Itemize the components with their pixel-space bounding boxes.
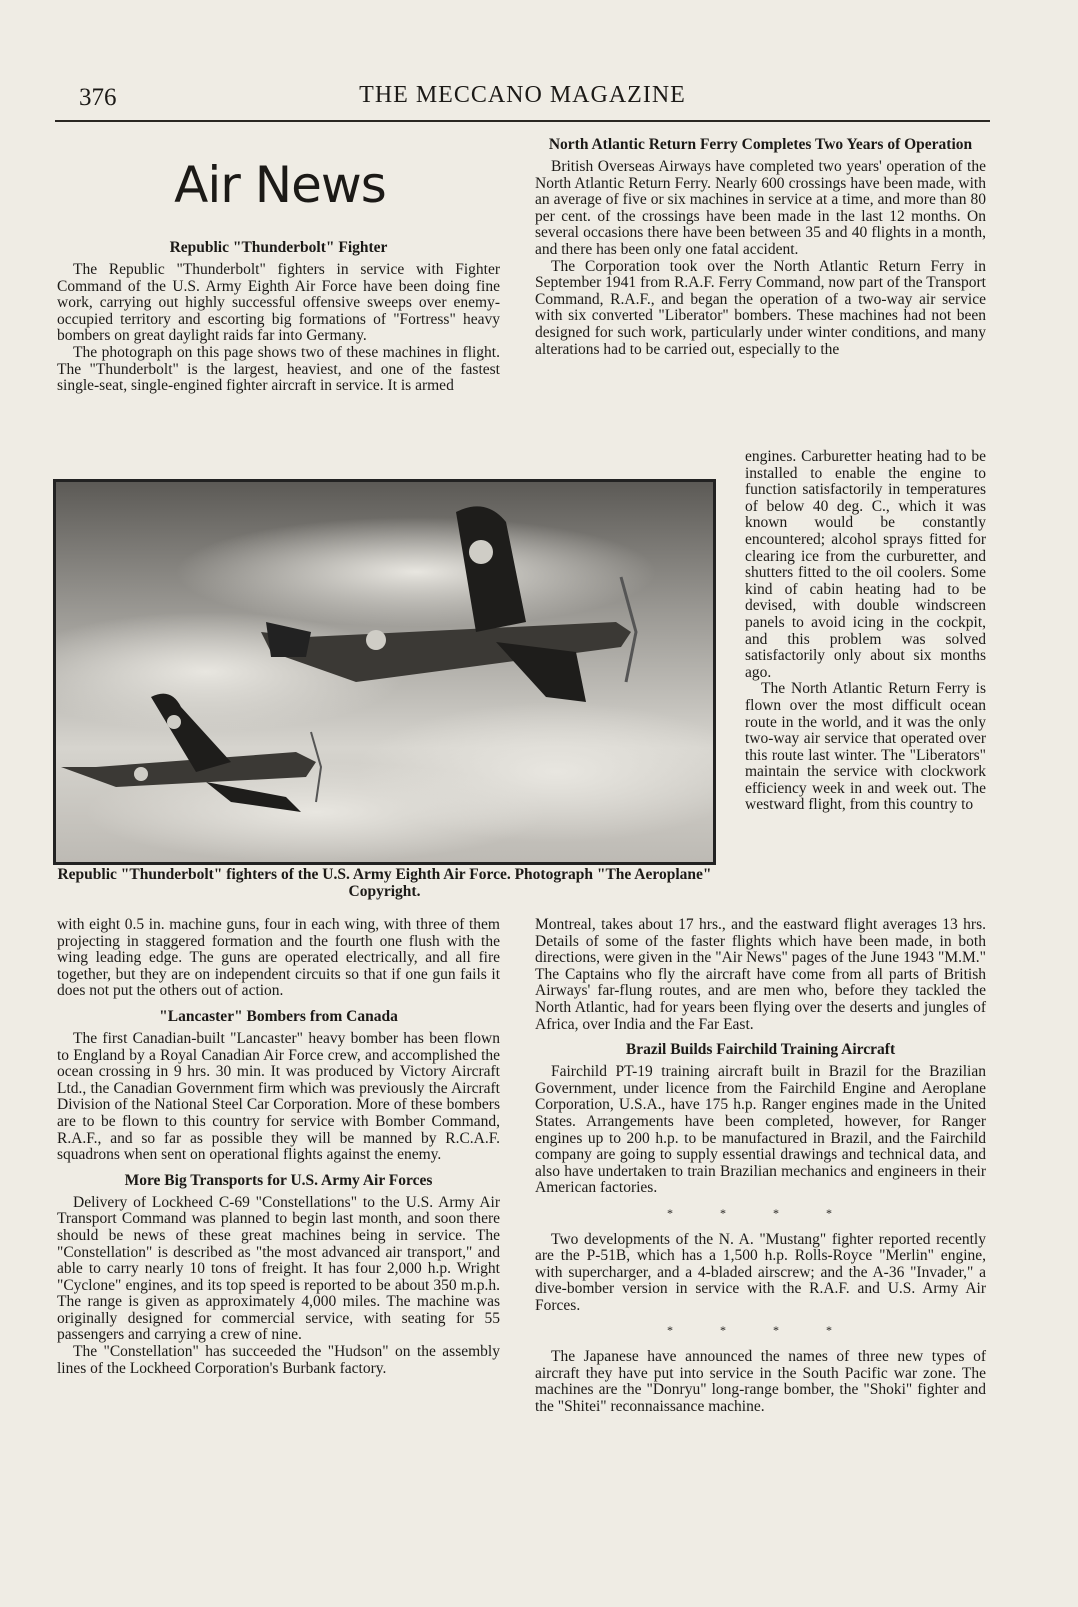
ferry-paragraph-3b: Montreal, takes about 17 hrs., and the eastward flight averages 13 hrs. Details of some of the faster flights which have been made, in both directions, were given in the "Air News" pages of the June 1943 "M.M." The Captains who fly the aircraft have come from all parts of British Airways' far-flung routes, and are men who, before they tackled the North Atlantic, had for years been flying over the deserts and jungles of Africa, over India and the Far East. xyxy=(535,916,986,1033)
lancaster-paragraph-1: The first Canadian-built "Lancaster" heavy bomber has been flown to England by a Royal Canadian Air Force crew, and accomplished the ocean crossing in 9 hrs. 30 min. It was produced by Victory Aircraft Ltd., the Canadian Government firm which was previously the Aircraft Division of the National Steel Car Corporation. More of these bombers are to be flown to this country for service with Bomber Command, R.A.F., and so far as possible they will be manned by R.C.A.F. squadrons when sent on operational flights against the enemy. xyxy=(57,1029,500,1164)
brazil-heading: Brazil Builds Fairchild Training Aircraft xyxy=(625,1041,896,1059)
ferry-heading: North Atlantic Return Ferry Completes Two Years of Operation xyxy=(548,136,973,153)
section-separator-1: * * * * xyxy=(667,1205,854,1220)
masthead-title: Air News xyxy=(174,156,386,214)
photo-image xyxy=(56,482,713,862)
ferry-article-continued xyxy=(745,449,986,814)
brazil-paragraph-1: Fairchild PT-19 training aircraft built in Brazil for the Brazilian Government, under licence from the Fairchild Engine and Aeroplane Corporation, U.S.A., have 175 h.p. Ranger engines made in the United States. Arrangements have been completed, however, for Ranger engines up to 200 h.p. to be manufactured in Brazil, and the Fairchild company are going to supply essential drawings and technical data, and also have undertaken to train Brazilian mechanics and engineers in their American factories. xyxy=(535,1063,986,1197)
ferry-paragraph-2b: engines. Carburetter heating had to be installed to enable the engine to function satisfactorily in temperatures of below 40 deg. C., which it was known would be constantly encountered; alcohol sprays fitted for clearing ice from the curburetter, and shutters fitted to the oil coolers. Some kind of cabin heating had to be devised, with double windscreen panels to avoid icing in the cockpit, and this problem was solved satisfactorily only about six months ago. xyxy=(745,448,986,681)
lancaster-heading: "Lancaster" Bombers from Canada xyxy=(159,1007,398,1025)
transports-paragraph-2: The "Constellation" has succeeded the "Hudson" on the assembly lines of the Lockheed Corporation's Burbank factory. xyxy=(57,1343,500,1377)
ferry-paragraph-3a: The North Atlantic Return Ferry is flown over the most difficult ocean route in the world, and it was the only two-way air service that operated over this route last winter. The "Liberators" maintain the service with clockwork efficiency week in and week out. The westward flight, from this country to xyxy=(745,680,986,814)
right-lower-articles xyxy=(535,917,986,1415)
mustang-paragraph-1: Two developments of the N. A. "Mustang" fighter reported recently are the P-51B, which has a 1,500 h.p. Rolls-Royce "Merlin" engine, with supercharger, and a 4-bladed airscrew; and the A-36 "Invader," a dive-bomber version in service with the R.A.F. and U.S. Army Air Forces. xyxy=(535,1230,986,1314)
transports-heading: More Big Transports for U.S. Army Air Forces xyxy=(124,1171,433,1189)
photo-caption: Republic "Thunderbolt" fighters of the U.S. Army Eighth Air Force. Photograph "The Aeroplane" Copyright. xyxy=(57,866,712,900)
running-title: THE MECCANO MAGAZINE xyxy=(359,82,686,108)
ferry-paragraph-1: British Overseas Airways have completed two years' operation of the North Atlantic Return Ferry. Nearly 600 crossings have been made, with an average of five or six machines in service at a time, and more than 80 per cent. of the crossings have been made in the last 12 months. On several occasions there have been between 35 and 40 flights in a month, and there has been only one fatal accident. xyxy=(535,158,986,258)
left-lower-articles xyxy=(57,917,500,1377)
ferry-paragraph-2a: The Corporation took over the North Atlantic Return Ferry in September 1941 from R.A.F. Ferry Command, now part of the Transport Command, R.A.F., and began the operation of a two-way air service with six converted "Liberator" bombers. These machines had not been designed for such work, particularly under winter conditions, and many alterations had to be carried out, especially to the xyxy=(535,257,986,358)
thunderbolt-paragraph-1: The Republic "Thunderbolt" fighters in service with Fighter Command of the U.S. Army Eighth Air Force have been doing fine work, carrying out highly successful offensive sweeps over enemy-occupied territory and escorting big formations of "Fortress" heavy bombers on great daylight raids far into Germany. xyxy=(57,261,500,345)
header-rule xyxy=(55,120,990,122)
thunderbolt-paragraph-2: The photograph on this page shows two of these machines in flight. The "Thunderbolt" is the largest, heaviest, and one of the fastest single-seat, single-engined fighter aircraft in service. It is armed xyxy=(57,343,500,395)
section-separator-2: * * * * xyxy=(667,1323,854,1338)
thunderbolt-paragraph-3: with eight 0.5 in. machine guns, four in each wing, with three of them projecting in staggered formation and the fourth one flush with the wing leading edge. The guns are operated electrically, and all fire together, but they are on independent circuits so that if one gun fails it does not put the others out of action. xyxy=(57,916,500,1000)
japanese-paragraph-1: The Japanese have announced the names of three new types of aircraft they have put into service in the South Pacific war zone. The machines are the "Donryu" long-range bomber, the "Shoki" fighter and the "Shitei" reconnaissance machine. xyxy=(535,1348,986,1415)
page-header xyxy=(55,80,990,116)
thunderbolt-article xyxy=(57,231,500,395)
ferry-article xyxy=(535,136,986,358)
thunderbolt-heading: Republic "Thunderbolt" Fighter xyxy=(169,239,388,256)
transports-paragraph-1: Delivery of Lockheed C-69 "Constellations" to the U.S. Army Air Transport Command was planned to begin last month, and soon there should be news of these great machines being in service. The "Constellation" is described as "the most advanced air transport," and able to carry nearly 10 tons of freight. It has four 2,000 h.p. Wright "Cyclone" engines, and its top speed is reported to be about 350 m.p.h. The range is given as approximately 4,000 miles. The machine was originally designed for commercial service, with seating for 55 passengers and carrying a crew of nine. xyxy=(57,1193,500,1344)
thunderbolt-photograph xyxy=(53,479,716,865)
page-number: 376 xyxy=(79,84,117,111)
